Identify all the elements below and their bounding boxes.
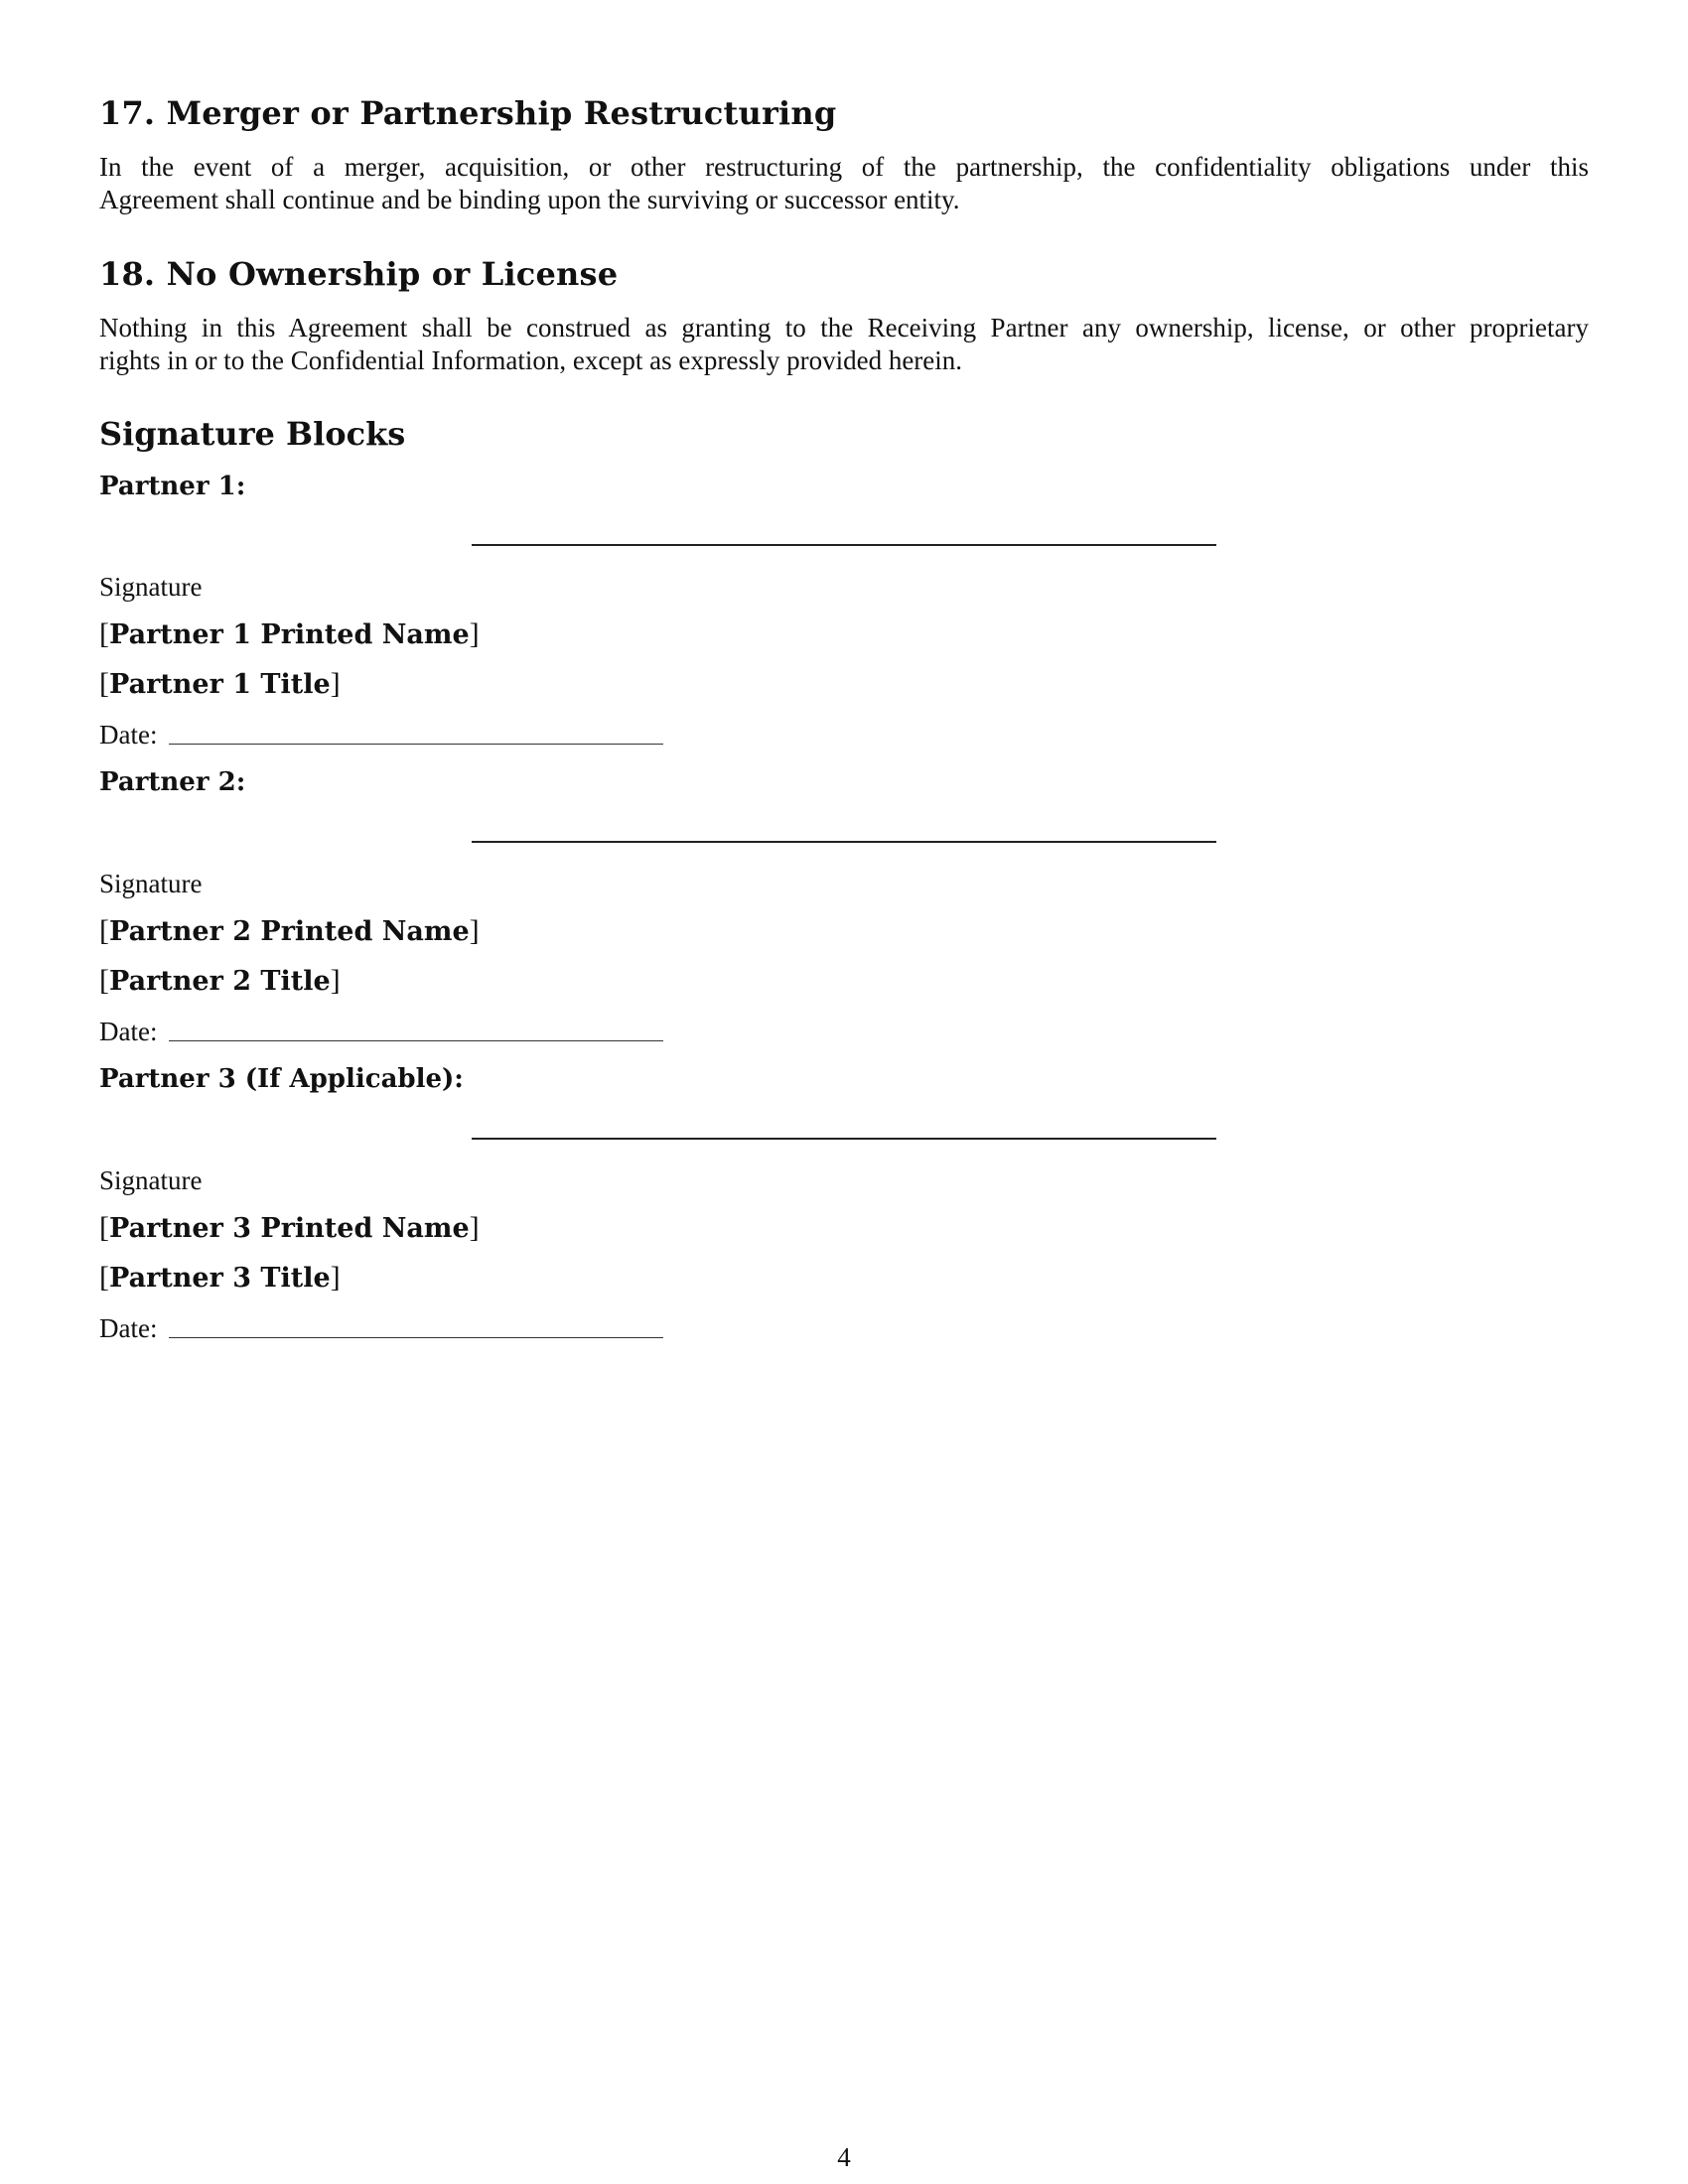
bracket-close: ] bbox=[330, 1261, 341, 1294]
page-number: 4 bbox=[837, 2142, 851, 2172]
partner-2-signature-line[interactable] bbox=[472, 841, 1216, 843]
partner-2-title bbox=[99, 964, 341, 998]
bracket-open: [ bbox=[99, 914, 109, 947]
partner-2-date-line[interactable] bbox=[169, 1040, 663, 1041]
section-17-line-1: In the event of a merger, acquisition, or other restructuring of the partnership, the confidentiality obligations under this bbox=[99, 152, 1589, 182]
bracket-close: ] bbox=[469, 1211, 480, 1244]
partner-1-label: Partner 1: bbox=[99, 472, 246, 501]
partner-2-date-label: Date: bbox=[99, 1017, 158, 1046]
section-18-heading: 18. No Ownership or License bbox=[99, 255, 619, 293]
bracket-close: ] bbox=[469, 617, 480, 650]
section-17-paragraph bbox=[99, 151, 1589, 216]
partner-3-printed-name-text: Partner 3 Printed Name bbox=[109, 1213, 470, 1244]
bracket-open: [ bbox=[99, 617, 109, 650]
bracket-close: ] bbox=[330, 667, 341, 700]
bracket-open: [ bbox=[99, 1261, 109, 1294]
partner-3-date-label: Date: bbox=[99, 1313, 158, 1343]
partner-2-printed-name-text: Partner 2 Printed Name bbox=[109, 916, 470, 947]
partner-3-title bbox=[99, 1261, 341, 1295]
section-17-line-2: Agreement shall continue and be binding upon the surviving or successor entity. bbox=[99, 185, 960, 214]
partner-2-label: Partner 2: bbox=[99, 767, 246, 797]
section-18-line-2: rights in or to the Confidential Information, except as expressly provided herein. bbox=[99, 345, 963, 375]
partner-2-signature-caption: Signature bbox=[99, 869, 203, 898]
partner-3-date-line[interactable] bbox=[169, 1337, 663, 1338]
partner-1-title bbox=[99, 667, 341, 701]
partner-1-date-label: Date: bbox=[99, 720, 158, 750]
section-18-paragraph bbox=[99, 312, 1589, 377]
partner-3-label: Partner 3 (If Applicable): bbox=[99, 1064, 464, 1094]
partner-3-signature-line[interactable] bbox=[472, 1138, 1216, 1140]
partner-1-printed-name bbox=[99, 617, 480, 651]
signature-blocks-heading: Signature Blocks bbox=[99, 415, 406, 453]
bracket-open: [ bbox=[99, 1211, 109, 1244]
partner-1-title-text: Partner 1 Title bbox=[109, 669, 331, 700]
partner-3-title-text: Partner 3 Title bbox=[109, 1263, 331, 1294]
bracket-close: ] bbox=[330, 964, 341, 997]
partner-1-date-line[interactable] bbox=[169, 744, 663, 745]
bracket-open: [ bbox=[99, 667, 109, 700]
partner-3-signature-caption: Signature bbox=[99, 1165, 203, 1195]
bracket-close: ] bbox=[469, 914, 480, 947]
partner-1-signature-line[interactable] bbox=[472, 544, 1216, 546]
bracket-open: [ bbox=[99, 964, 109, 997]
partner-2-date-row bbox=[99, 1017, 663, 1047]
partner-2-printed-name bbox=[99, 914, 480, 948]
partner-3-date-row bbox=[99, 1313, 663, 1344]
partner-1-date-row bbox=[99, 720, 663, 751]
partner-1-signature-caption: Signature bbox=[99, 572, 203, 602]
section-18-line-1: Nothing in this Agreement shall be construed as granting to the Receiving Partner any ownership, license, or other proprietary bbox=[99, 313, 1589, 342]
partner-2-title-text: Partner 2 Title bbox=[109, 966, 331, 997]
section-17-heading: 17. Merger or Partnership Restructuring bbox=[99, 94, 837, 132]
partner-1-printed-name-text: Partner 1 Printed Name bbox=[109, 619, 470, 650]
partner-3-printed-name bbox=[99, 1211, 480, 1245]
